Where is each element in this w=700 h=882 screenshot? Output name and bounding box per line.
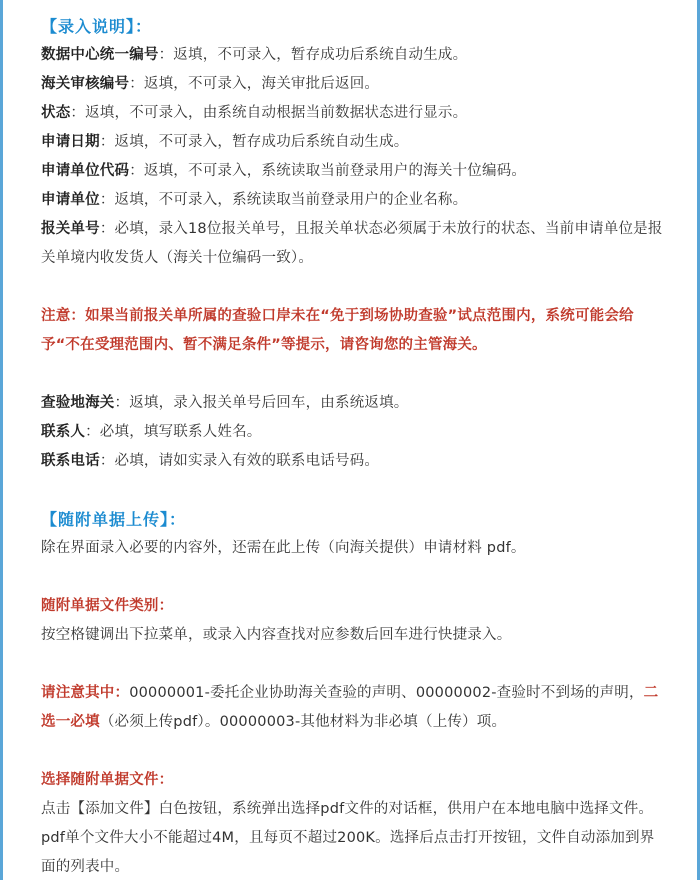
field-unified-number [41, 41, 665, 70]
field-label: 联系电话 [41, 453, 100, 469]
spacer [41, 360, 665, 389]
field-text: ：必填，录入18位报关单号，且报关单状态必须属于未放行的状态、当前申请单位是报关单境内收发货人（海关十位编码一致）。 [41, 221, 663, 266]
spacer [41, 273, 665, 302]
field-label: 申请单位 [41, 192, 100, 208]
spacer [41, 476, 665, 505]
intro-heading: 【录入说明】： [41, 17, 153, 36]
field-customs-audit-number [41, 70, 665, 99]
field-text: ：返填，不可录入，暂存成功后系统自动生成。 [158, 47, 468, 63]
note-text-1: 00000001-委托企业协助海关查验的声明、00000002-查验时不到场的声明， [129, 685, 644, 701]
field-label: 报关单号 [41, 221, 100, 237]
select-file-label: 选择随附单据文件： [41, 772, 174, 788]
field-label: 申请单位代码 [41, 163, 130, 179]
field-status [41, 99, 665, 128]
field-text: ：返填，不可录入，系统读取当前登录用户的海关十位编码。 [129, 163, 527, 179]
notice-text: 注意：如果当前报关单所属的查验口岸未在“免于到场协助查验”试点范围内，系统可能会给予“不在受理范围内、暂不满足条件”等提示，请咨询您的主管海关。 [41, 308, 634, 353]
spacer [41, 650, 665, 679]
document-content [41, 12, 665, 882]
field-label: 海关审核编号 [41, 76, 130, 92]
spacer [41, 563, 665, 592]
field-label: 查验地海关 [41, 395, 115, 411]
upload-description: 除在界面录入必要的内容外，还需在此上传（向海关提供）申请材料 pdf。 [41, 540, 526, 556]
upload-heading: 【随附单据上传】： [41, 510, 187, 529]
field-text: ：必填，填写联系人姓名。 [85, 424, 262, 440]
attachment-type-label: 随附单据文件类别： [41, 598, 174, 614]
field-text: ：返填，不可录入，由系统自动根据当前数据状态进行显示。 [70, 105, 468, 121]
field-declaration-number [41, 215, 665, 273]
note-required: 二选一必填 [41, 685, 659, 730]
field-text: ：返填，录入报关单号后回车，由系统返填。 [114, 395, 409, 411]
field-label: 申请日期 [41, 134, 100, 150]
note-text-2: （必须上传pdf）。00000003-其他材料为非必填（上传）项。 [99, 714, 507, 730]
field-text: ：必填，请如实录入有效的联系电话号码。 [99, 453, 380, 469]
field-text: ：返填，不可录入，海关审批后返回。 [129, 76, 380, 92]
field-inspection-customs [41, 389, 665, 418]
field-text: ：返填，不可录入，系统读取当前登录用户的企业名称。 [99, 192, 468, 208]
field-label: 数据中心统一编号 [41, 47, 159, 63]
field-apply-unit-code [41, 157, 665, 186]
note-label: 请注意其中： [41, 685, 130, 701]
field-apply-unit [41, 186, 665, 215]
field-label: 联系人 [41, 424, 86, 440]
field-apply-date [41, 128, 665, 157]
spacer [41, 737, 665, 766]
attachment-type-text: 按空格键调出下拉菜单，或录入内容查找对应参数后回车进行快捷录入。 [41, 627, 512, 643]
field-contact-person [41, 418, 665, 447]
select-file-text: 点击【添加文件】白色按钮，系统弹出选择pdf文件的对话框，供用户在本地电脑中选择文件。pdf单个文件大小不能超过4M，且每页不超过200K。选择后点击打开按钮，文件自动添加到界面的列表中。 [41, 801, 655, 875]
attachment-note [41, 679, 665, 737]
field-contact-phone [41, 447, 665, 476]
field-label: 状态 [41, 105, 71, 121]
field-text: ：返填，不可录入，暂存成功后系统自动生成。 [99, 134, 409, 150]
